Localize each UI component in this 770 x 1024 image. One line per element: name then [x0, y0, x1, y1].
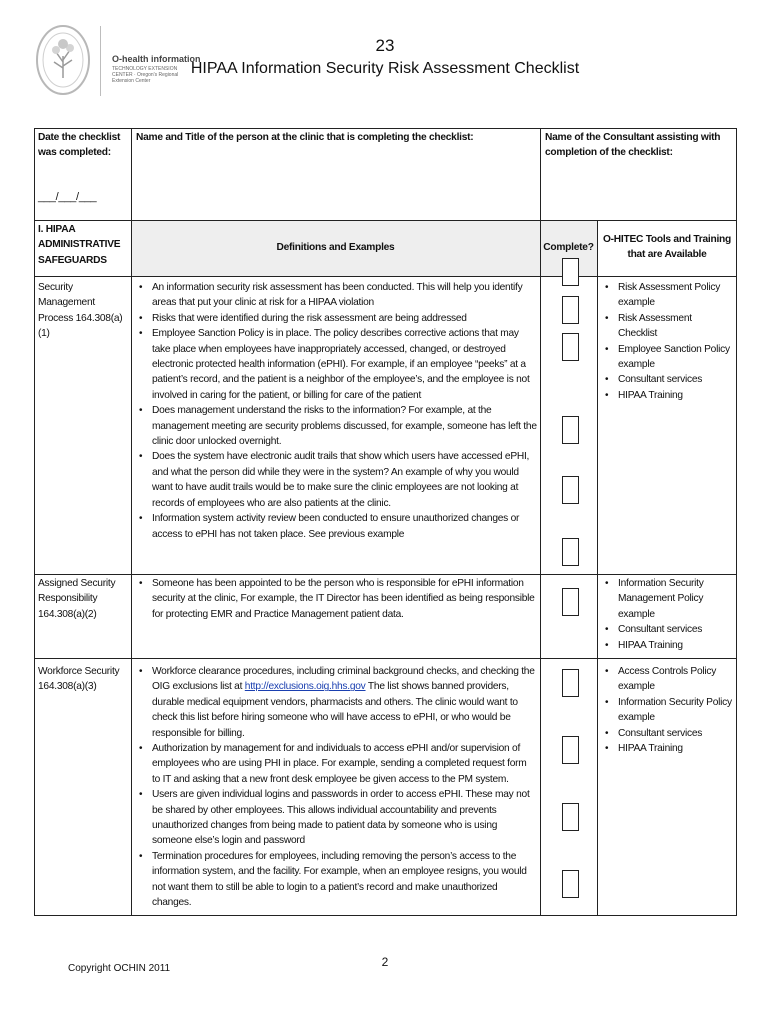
row-label-line: Assigned Security: [38, 578, 116, 589]
oig-exclusions-link[interactable]: http://exclusions.oig.hhs.gov: [244, 681, 366, 693]
row-label-line: Security Management: [38, 282, 95, 309]
footer-copyright: Copyright OCHIN 2011: [68, 963, 171, 974]
tool-item: • Information Security Policy example: [601, 695, 733, 726]
tools-list-workforce-security: [601, 664, 733, 756]
tools-header: O-HITEC Tools and Training that are Available: [602, 234, 731, 261]
definitions-list-assigned-security: [135, 576, 537, 622]
tool-item: • Risk Assessment Policy example: [601, 280, 733, 311]
list-item: • Users are given individual logins and passwords in order to access ePHI. These may not be shared by other employees. This allows individual accountability and prevents unauthorized changes from being made to patient data by someone who is using someone else’s login and password: [135, 787, 537, 849]
tool-item: • Access Controls Policy example: [601, 664, 733, 695]
tool-item: • Risk Assessment Checklist: [601, 311, 733, 342]
list-item: [135, 664, 537, 741]
consultant-label: Name of the Consultant assisting with completion of the checklist:: [545, 132, 721, 159]
list-item: • Termination procedures for employees, including removing the person’s access to the information system, and the facility. For example, when an employee resigns, you would not want them to still be able to login to a patient’s record and make unauthorized changes.: [135, 849, 537, 911]
list-item: • Information system activity review been conducted to ensure unauthorized changes or access to ePHI has not taken place. See previous example: [135, 511, 537, 542]
complete-checkbox[interactable]: [562, 803, 579, 831]
person-label: Name and Title of the person at the clinic that is completing the checklist:: [136, 132, 474, 143]
complete-checkbox[interactable]: [562, 333, 579, 361]
definitions-list-workforce-security: [135, 664, 537, 911]
complete-header: Complete?: [543, 242, 594, 253]
list-item: • An information security risk assessment has been conducted. This will help you identify areas that put your clinic at risk for a HIPAA violation: [135, 280, 537, 311]
complete-checkbox[interactable]: [562, 296, 579, 324]
definitions-list-security-management: [135, 280, 537, 542]
list-item-text: The list shows banned providers, durable medical equipment vendors, pharmacists and others. The clinic would want to check this list before hiring someone who will have access to ePHI, or who would be responsible for billing.: [152, 681, 518, 739]
section-header: I. HIPAA ADMINISTRATIVE SAFEGUARDS: [38, 224, 121, 266]
definitions-header: Definitions and Examples: [276, 242, 395, 253]
tool-item: • HIPAA Training: [601, 741, 733, 756]
complete-checkbox[interactable]: [562, 538, 579, 566]
tools-list-assigned-security: [601, 576, 733, 653]
list-item-text: Workforce clearance procedures, including criminal background checks, and checking the OIG exclusions list at: [152, 666, 535, 693]
tool-item: • Information Security Management Policy example: [601, 576, 733, 622]
row-label-line: 164.308(a)(2): [38, 608, 97, 620]
list-item: • Risks that were identified during the risk assessment are being addressed: [135, 311, 537, 326]
tool-item: • HIPAA Training: [601, 388, 733, 403]
header-page-number: 23: [375, 36, 395, 55]
list-item: • Someone has been appointed to be the person who is responsible for ePHI information security at the clinic, For example, the IT Director has been identified as being responsible for protecting EMR and Practice Management patient data.: [135, 576, 537, 622]
date-field[interactable]: ___/___/___: [38, 191, 97, 203]
tools-list-security-management: [601, 280, 733, 403]
row-label-line: Process 164.308(a)(1): [38, 312, 123, 340]
row-label-assigned-security: [38, 576, 130, 622]
complete-checkbox[interactable]: [562, 588, 579, 616]
row-label-line: Responsibility: [38, 593, 98, 605]
complete-checkbox[interactable]: [562, 416, 579, 444]
logo-subtitle: TECHNOLOGY EXTENSION CENTER · Oregon's Regional Extension Center: [112, 66, 179, 84]
tool-item: • Consultant services: [601, 622, 733, 637]
tool-item: • Employee Sanction Policy example: [601, 342, 733, 373]
tool-item: • Consultant services: [601, 726, 733, 741]
list-item: • Employee Sanction Policy is in place. The policy describes corrective actions that may take place when employees have inappropriately accessed, changed, or destroyed electronic protected health information (ePHI). For example, if an employee “peeks” at a patient’s record, and the patient is a neighbor of the employee’s, and the employee is not involved in caring for the patient, or billing for care of the patient: [135, 326, 537, 403]
row-label-security-management: [38, 280, 130, 342]
footer-page-number: 2: [381, 955, 389, 969]
page-title: HIPAA Information Security Risk Assessment Checklist: [190, 60, 580, 77]
complete-checkbox[interactable]: [562, 258, 579, 286]
list-item: • Does the system have electronic audit trails that show which users have accessed ePHI, and what the person did while they were in the system? An example of why you would want to have audit trails would be to make sure the clinic employees are not looking at records of employees who are also patients at the clinic.: [135, 449, 537, 511]
row-label-line: 164.308(a)(3): [38, 681, 97, 693]
complete-checkbox[interactable]: [562, 669, 579, 697]
complete-checkbox[interactable]: [562, 476, 579, 504]
row-label-line: Workforce Security: [38, 666, 120, 677]
tool-item: • Consultant services: [601, 372, 733, 387]
list-item: • Does management understand the risks to the information? For example, at the management meeting are security problems discussed, for example, someone has left the clinic door unlocked overnight.: [135, 403, 537, 449]
logo-brand: O-health information: [112, 54, 201, 64]
row-label-workforce-security: [38, 664, 130, 695]
complete-checkbox[interactable]: [562, 736, 579, 764]
list-item: • Authorization by management for and individuals to access ePHI and/or supervision of employees who are using PHI in place. For example, sending a completed request form to IT and asking that a new front desk employee be given access to the PM system.: [135, 741, 537, 787]
complete-checkbox[interactable]: [562, 870, 579, 898]
tool-item: • HIPAA Training: [601, 638, 733, 653]
date-label: Date the checklist was completed:: [38, 132, 121, 159]
